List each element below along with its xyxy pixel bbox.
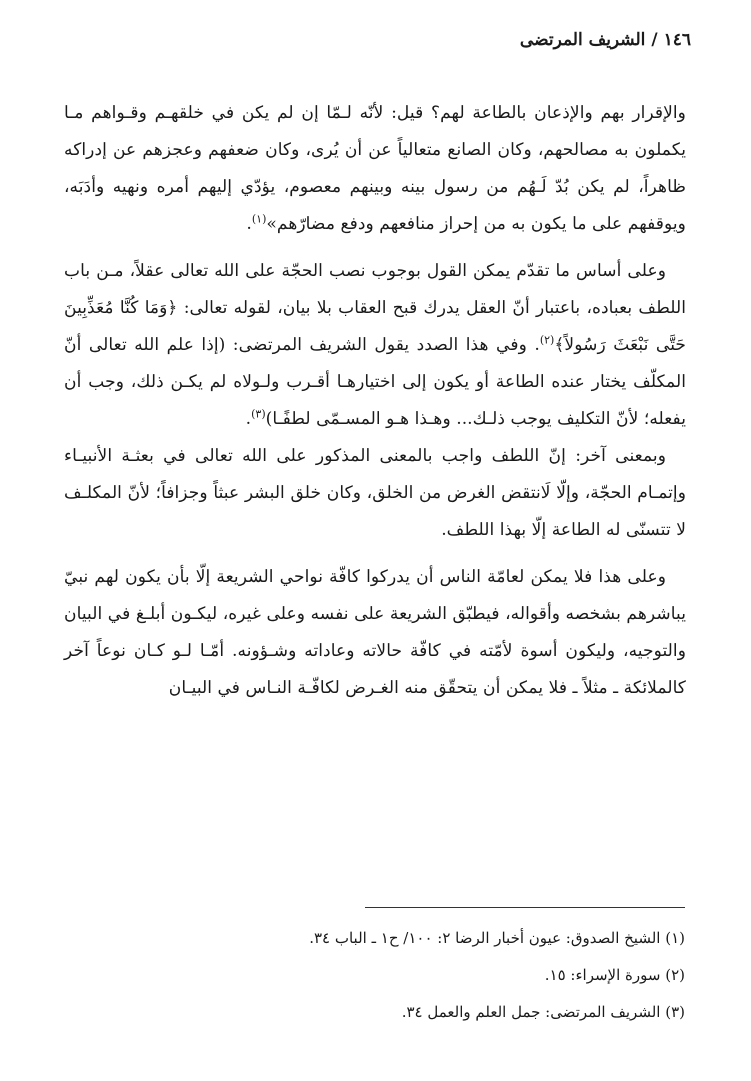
footnote-ref-3: (٣) <box>251 407 266 421</box>
header-title: الشريف المرتضى <box>519 30 646 50</box>
footnote-2: (٢) سورة الإسراء: ١٥. <box>544 966 685 984</box>
running-header <box>60 30 691 50</box>
footnote-ref-2: (٢) <box>539 333 555 347</box>
paragraph-1: والإقرار بهم والإذعان بالطاعة لهم؟ قيل: لأنّه لـمّا إن لم يكن في خلقهـم وقـواهم مـا يكملون به مصالحهم، وكان الصانع متعالياً عن أن يُرى، وكان ضعفهم وعجزهم عن إدراكه ظاهراً، لم يكن بُدّ لَـهُم من رسول بينه وبينهم معصوم، يؤدّي إليهم أمره ونهيه وأدَبَه، ويوقفهم على ما يكون به من إحراز منافعهم ودفع مضارّهم»$^{(١)}$. <box>64 103 686 234</box>
footnote-ref-1: (١) <box>251 212 267 226</box>
header-separator: / <box>651 30 658 50</box>
footnotes <box>64 920 685 1031</box>
paragraph-2: وعلى أساس ما تقدّم يمكن القول بوجوب نصب الحجّة على الله تعالى عقلاً، مـن باب اللطف بعباده، باعتبار أنّ العقل يدرك قبح العقاب بلا بيان، لقوله تعالى: ﴿وَمَا كُنَّا مُعَذِّبِينَ حَتَّى نَبْعَثَ رَسُولاً﴾$^{(٢)}$. وفي هذا الصدد يقول الشريف المرتضى: (إذا علم الله تعالى أنّ المكلّف يختار عنده الطاعة أو يكون إلى اختيارهـا أقـرب ولـولاه لم يكـن ذلك، وجب أن يفعله؛ لأنّ التكليف يوجب ذلـك... وهـذا هـو المسـمّى لطفًـا)$^{(٣)}$. <box>64 261 686 429</box>
footnote-3: (٣) الشريف المرتضى: جمل العلم والعمل ٣٤. <box>401 1003 685 1021</box>
footnote-1: (١) الشيخ الصدوق: عيون أخبار الرضا ٢: ١٠٠/ ح١ ـ الباب ٣٤. <box>309 929 685 947</box>
paragraph-3: وبمعنى آخر: إنّ اللطف واجب بالمعنى المذكور على الله تعالى في بعثـة الأنبيـاء وإتمـام الحجّة، وإلّا لَانتقض الغرض من الخلق، وكان خلق البشر عبثاً وجزافاً؛ لأنّ المكلـف لا تتسنّى له الطاعة إلّا بهذا اللطف. <box>64 446 686 540</box>
main-text <box>64 95 686 707</box>
footnote-divider <box>365 907 685 908</box>
paragraph-4: وعلى هذا فلا يمكن لعامّة الناس أن يدركوا كافّة نواحي الشريعة إلّا بأن يكون لهم نبيّ يباشرهم بشخصه وأقواله، فيطبّق الشريعة على نفسه وعلى غيره، ليكـون أبلـغ في البيان والتوجيه، وليكون أسوة لأمّته في كافّة حالاته وعاداته وشـؤونه. أمّـا لـو كـان نوعاً آخر كالملائكة ـ مثلاً ـ فلا يمكن أن يتحقّق منه الغـرض لكافّـة النـاس في البيـان <box>64 567 686 698</box>
page-number: ١٤٦ <box>663 30 691 50</box>
